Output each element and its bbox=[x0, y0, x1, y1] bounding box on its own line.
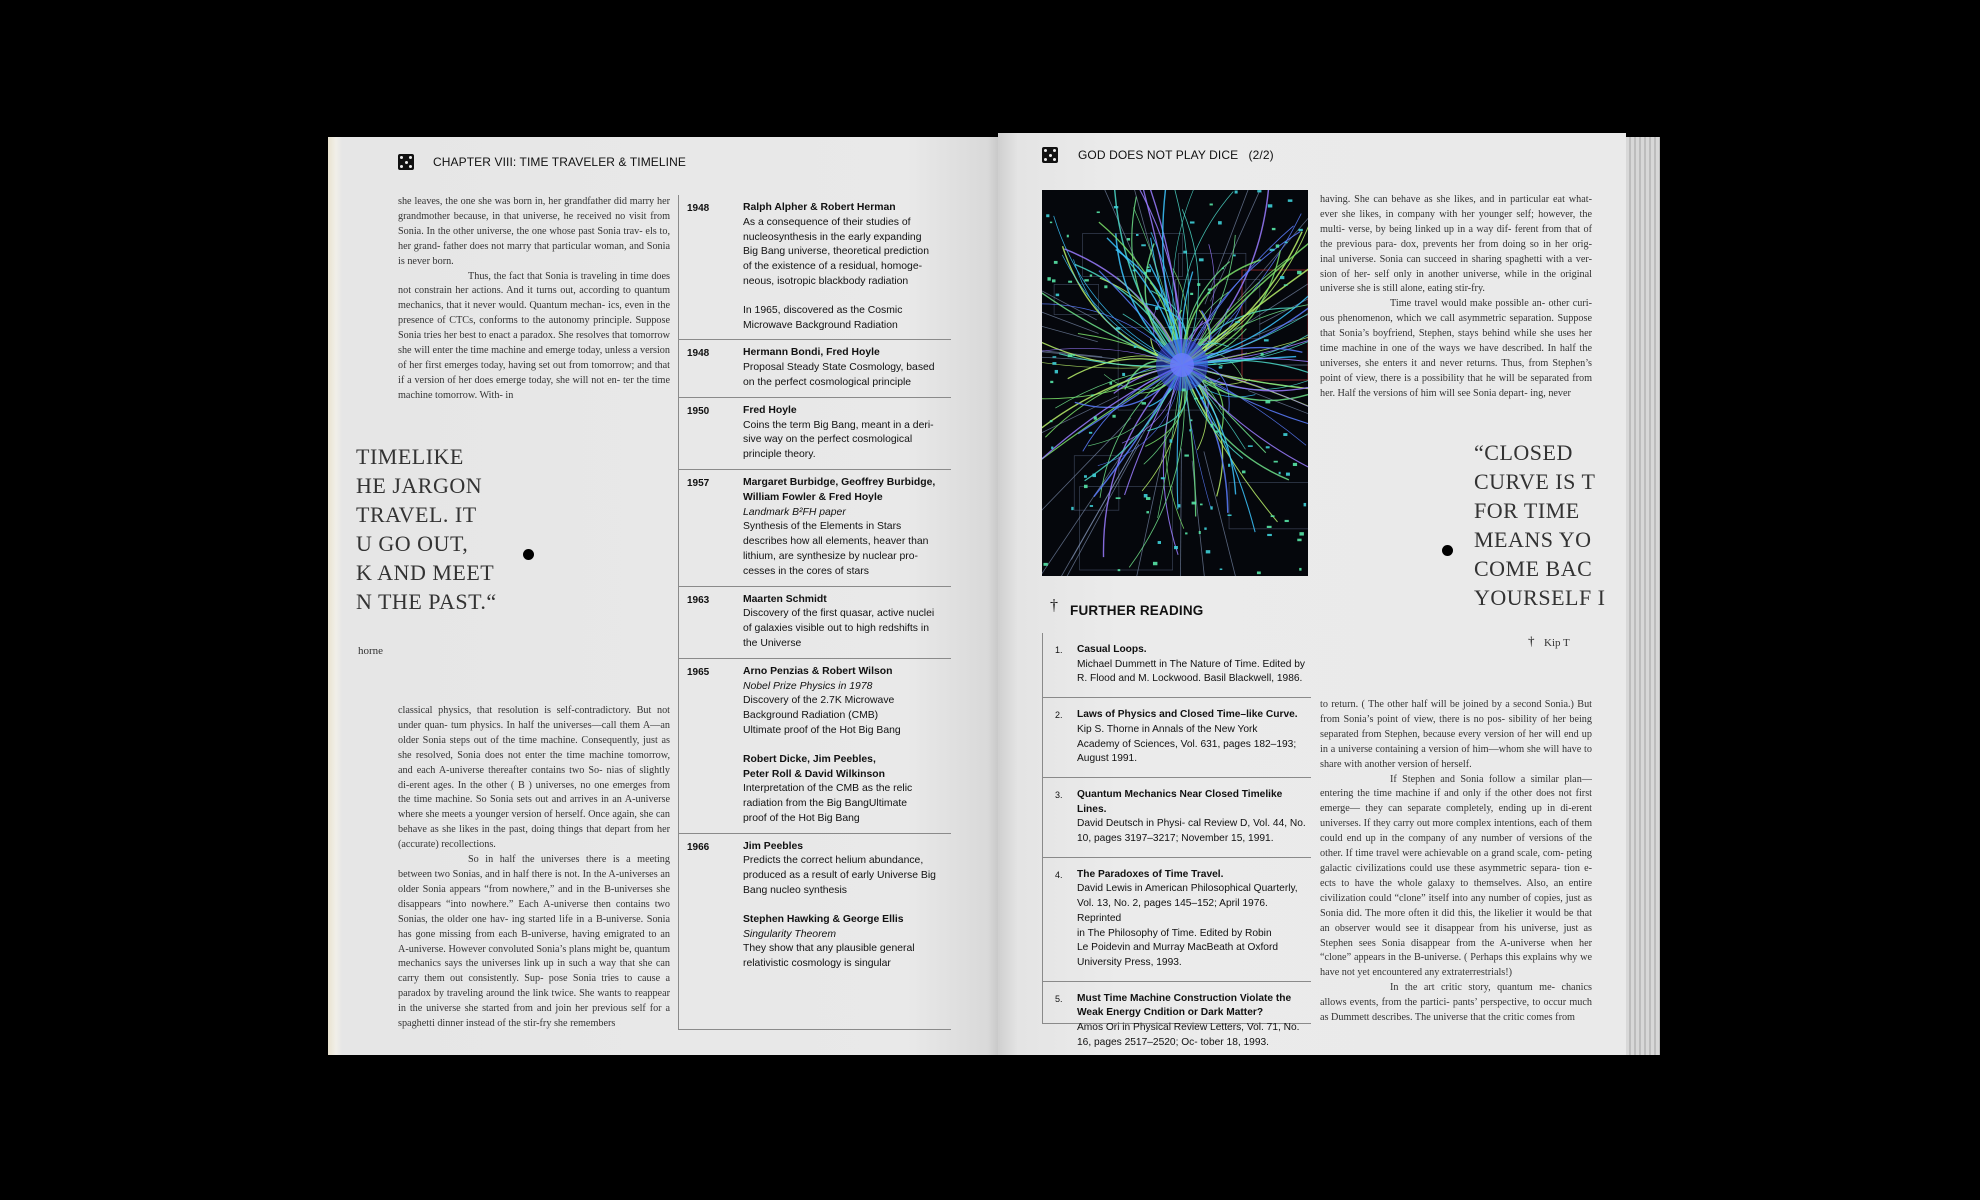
paragraph: Time travel would make possible an- other curi- ous phenomenon, which we call asymmetric separation. Suppose that Sonia’s boyfriend, Stephen, stays behind while she uses her time machine in one of the ways we have described. In half the universes, she enters it and never returns. Thus, from Stephen’s point of view, there is a possibility that he will be separated from her. Half the versions of him will see Sonia depart- ing, never bbox=[1320, 298, 1592, 399]
timeline-row bbox=[679, 470, 951, 587]
body-text-bottom bbox=[1320, 698, 1592, 1026]
paragraph: Thus, the fact that Sonia is traveling in time does not constrain her actions. And it turns out, according to quantum mechanics, that it never would. Quantum mechan- ics, even in the presence of CTCs, conforms to the autonomy principle. Suppose Sonia tries her best to enact a paradox. She resolves that tomorrow she will enter the time machine and emerge today, unless a version of her first emerges today, having set out from tomorrow; and that if a version of her does emerge today, she will not en- ter the time machine tomorrow. With- in bbox=[398, 270, 670, 401]
timeline-entry-name: Stephen Hawking & George Ellis bbox=[743, 913, 904, 925]
left-page bbox=[328, 137, 998, 1055]
reading-item-title: Laws of Physics and Closed Time–like Curve. bbox=[1077, 709, 1298, 721]
timeline-year: 1950 bbox=[687, 405, 710, 417]
reading-item bbox=[1043, 858, 1311, 982]
timeline-entry-sub: Nobel Prize Physics in 1978 bbox=[743, 680, 873, 692]
timeline-table bbox=[678, 195, 951, 1030]
reading-item-title: The Paradoxes of Time Travel. bbox=[1077, 868, 1224, 880]
reading-item bbox=[1043, 633, 1311, 698]
paragraph: she leaves, the one she was born in, her grandfather did marry her grandmother because, in that universe, he received no visit from Sonia. In the other universe, the one whose past Sonia trav- els to, her grand- father does not marry that particular woman, and Sonia is never born. bbox=[398, 196, 670, 267]
timeline-row bbox=[679, 340, 951, 397]
timeline-entry bbox=[743, 753, 951, 827]
reading-item-desc: Amos Ori in Physical Review Letters, Vol. 71, No. 16, pages 2517–2520; Oc- tober 18, 1993. bbox=[1077, 1022, 1300, 1048]
timeline-entry-sub: Singularity Theorem bbox=[743, 928, 836, 940]
timeline-entry-desc: Synthesis of the Elements in Stars describes how all elements, heaver than lithium, are synthesize by nuclear pro- cesses in the cores of stars bbox=[743, 521, 929, 577]
reading-item-desc: David Lewis in American Philosophical Quarterly, Vol. 13, No. 2, pages 145–152; April 1976. Reprinted in The Philosophy of Time. Edited by Robin Le Poidevin and Murray MacBeath at Oxford University Press, 1993. bbox=[1077, 883, 1298, 968]
paragraph: In the art critic story, quantum me- chanics allows events, from the partici- pants’ perspective, to occur much as Dummett describes. The universe that the critic comes from bbox=[1320, 982, 1592, 1024]
timeline-entry-name: Fred Hoyle bbox=[743, 404, 797, 416]
timeline-entry-desc: Interpretation of the CMB as the relic radiation from the Big BangUltimate proof of the Hot Big Bang bbox=[743, 783, 913, 824]
reading-item bbox=[1043, 698, 1311, 778]
reading-item-num: 4. bbox=[1055, 869, 1063, 880]
timeline-row bbox=[679, 659, 951, 834]
reading-item-num: 5. bbox=[1055, 993, 1063, 1004]
timeline-row bbox=[679, 834, 951, 978]
reading-item-desc: Michael Dummett in The Nature of Time. Edited by R. Flood and M. Lockwood. Basil Blackwell, 1986. bbox=[1077, 658, 1305, 685]
timeline-entry-name: Ralph Alpher & Robert Herman bbox=[743, 202, 896, 213]
page-edges bbox=[1626, 137, 1660, 1055]
timeline-entry-desc: As a consequence of their studies of nucleosynthesis in the early expanding Big Bang universe, theoretical prediction of the existence of a residual, homoge- neous, isotropic blackbody radiation bbox=[743, 216, 929, 287]
dagger-icon: † bbox=[1528, 633, 1535, 648]
further-reading-header bbox=[1042, 595, 1308, 629]
timeline-year: 1966 bbox=[687, 841, 710, 853]
reading-item-num: 2. bbox=[1055, 710, 1063, 721]
timeline-entry bbox=[743, 201, 951, 290]
reading-item bbox=[1043, 982, 1311, 1055]
chapter-header: GOD DOES NOT PLAY DICE (2/2) bbox=[1078, 148, 1274, 162]
timeline-year: 1948 bbox=[687, 203, 710, 214]
timeline-entry-desc: Discovery of the first quasar, active nuclei of galaxies visible out to high redshifts in the Universe bbox=[743, 608, 935, 649]
timeline-entry-name: Robert Dicke, Jim Peebles, Peter Roll & David Wilkinson bbox=[743, 753, 885, 780]
bullet-dot bbox=[1442, 545, 1453, 556]
dice-icon bbox=[1042, 147, 1058, 163]
timeline-entry-desc: In 1965, discovered as the Cosmic Microwave Background Radiation bbox=[743, 304, 903, 331]
timeline-year: 1965 bbox=[687, 666, 710, 678]
timeline-entry-name: Arno Penzias & Robert Wilson bbox=[743, 665, 893, 677]
body-text-top bbox=[1320, 193, 1592, 402]
reading-item-title: Casual Loops. bbox=[1077, 644, 1147, 655]
paragraph: So in half the universes there is a meeting between two Sonias, and in half there is not. In the A-universes an older Sonia appears “from nowhere,” and in the B-universes she disappears “into nowhere.” Each A-universe then contains two Sonias, the older one hav- ing started life in a B-universe. Sonia has gone missing from each B-universe, having emigrated to an A-universe. However convoluted Sonia’s plans might be, quantum mechanics says the universes link up in such a way that she can carry them out consistently. Sup- pose Sonia tries to cause a paradox by traveling around the link twice. She wants to reappear in the universe she started from and join her previous self for a spaghetti dinner instead of the stir-fry she remembers bbox=[398, 854, 670, 1030]
timeline-row bbox=[679, 195, 951, 340]
timeline-entry bbox=[743, 346, 951, 390]
timeline-entry-desc: Predicts the correct helium abundance, produced as a result of early Universe Big Bang nucleo synthesis bbox=[743, 855, 936, 897]
quote-credit: Kip T bbox=[1544, 637, 1570, 649]
paragraph: having. She can behave as she likes, and in particular eat what- ever she likes, in company with her younger self; however, the multi- verse, by being linked up in a way dif- ferent from that of the previous para- dox, prevents her from doing so in her orig- inal universe. Sonia can succeed in sharing spaghetti with a ver- sion of her- self only in another universe, while in the original universe she is still alone, eating stir-fry. bbox=[1320, 194, 1592, 295]
reading-item-desc: David Deutsch in Physi- cal Review D, Vol. 44, No. 10, pages 3197–3217; November 15, 1991. bbox=[1077, 818, 1306, 845]
timeline-year: 1948 bbox=[687, 348, 710, 360]
body-text-bottom bbox=[398, 704, 670, 1032]
timeline-entry-name: Jim Peebles bbox=[743, 840, 804, 852]
timeline-entry-name: Hermann Bondi, Fred Hoyle bbox=[743, 347, 880, 359]
timeline-entry bbox=[743, 476, 951, 580]
timeline-year: 1957 bbox=[687, 477, 710, 489]
pull-quote: “CLOSED CURVE IS T FOR TIME MEANS YO COME BAC YOURSELF I bbox=[1474, 440, 1606, 610]
body-text-top bbox=[398, 195, 670, 404]
timeline-entry bbox=[743, 665, 951, 739]
timeline-entry bbox=[743, 593, 951, 652]
paragraph: to return. ( The other half will be joined by a second Sonia.) But from Sonia’s point of view, there is no pos- sibility of her being separated from Stephen, because every version of her will end up in a universe containing a version of him—whom she will have to share with another version of herself. bbox=[1320, 699, 1592, 770]
timeline-entry bbox=[743, 304, 951, 334]
timeline-entry-name: Maarten Schmidt bbox=[743, 593, 827, 605]
bullet-dot bbox=[523, 549, 534, 560]
right-page bbox=[998, 133, 1626, 1055]
timeline-entry bbox=[743, 913, 951, 972]
reading-item bbox=[1043, 778, 1311, 858]
chapter-header: CHAPTER VIII: TIME TRAVELER & TIMELINE bbox=[433, 155, 686, 169]
timeline-entry-desc: Coins the term Big Bang, meant in a deri- sive way on the perfect cosmological principle theory. bbox=[743, 419, 934, 461]
further-reading-title: FURTHER READING bbox=[1070, 603, 1204, 618]
reading-item-num: 1. bbox=[1055, 645, 1063, 655]
dagger-icon: † bbox=[1050, 597, 1058, 614]
timeline-entry-name: Margaret Burbidge, Geoffrey Burbidge, William Fowler & Fred Hoyle bbox=[743, 476, 936, 503]
paragraph: classical physics, that resolution is self-contradictory. But not under quan- tum physics. In half the universes—call them A—an older Sonia steps out of the time machine. Consequently, just as she resolved, Sonia does not enter the time machine tomorrow, and each A-universe thereafter contains two So- nias of slightly di-erent ages. In the other ( B ) universes, no one emerges from the time machine. So Sonia sets out and arrives in an A-universe where she meets a younger version of herself. Once again, she can behave as she likes in the past, doing things that depart from her (accurate) recollections. bbox=[398, 705, 670, 851]
timeline-entry-desc: They show that any plausible general relativistic cosmology is singular bbox=[743, 943, 915, 970]
particle-collision-image bbox=[1042, 190, 1308, 576]
timeline-row bbox=[679, 398, 951, 470]
timeline-entry bbox=[743, 404, 951, 463]
reading-item-desc: Kip S. Thorne in Annals of the New York Academy of Sciences, Vol. 631, pages 182–193; August 1991. bbox=[1077, 723, 1297, 765]
dice-icon bbox=[398, 154, 414, 170]
timeline-entry bbox=[743, 840, 951, 899]
pull-quote: TIMELIKE HE JARGON TRAVEL. IT U GO OUT, K AND MEET N THE PAST.“ bbox=[356, 444, 497, 614]
reading-item-title: Must Time Machine Construction Violate the Weak Energy Cndition or Dark Matter? bbox=[1077, 992, 1292, 1019]
paragraph: If Stephen and Sonia follow a similar plan—entering the time machine if and only if the other does not first emerge— they can separate completely, ending up in di-erent universes. If they carry out more complex intentions, each of them could end up in the company of any number of versions of the other. If time travel were achievable on a grand scale, com- peting galactic civilizations could use these asymmetric separa- tion e-ects to have the whole galaxy to themselves. Also, an entire civilization could “clone” itself into any number of copies, just as Sonia did. The more often it did this, the likelier it would be that an observer would see it disappear from his universe, just as Stephen sees Sonia disappear from the A-universe when her “clone” appears in the B-universe. ( Perhaps this explains why we have not yet encountered any extraterrestrials!) bbox=[1320, 773, 1592, 979]
quote-credit: horne bbox=[358, 645, 384, 657]
timeline-year: 1963 bbox=[687, 594, 710, 606]
timeline-row bbox=[679, 587, 951, 659]
timeline-entry-desc: Proposal Steady State Cosmology, based on the perfect cosmological principle bbox=[743, 362, 935, 388]
timeline-entry-desc: Discovery of the 2.7K Microwave Background Radiation (CMB) Ultimate proof of the Hot Big Bang bbox=[743, 695, 901, 736]
timeline-entry-sub: Landmark B²FH paper bbox=[743, 506, 846, 518]
open-book bbox=[328, 133, 1660, 1055]
reading-item-title: Quantum Mechanics Near Closed Timelike Lines. bbox=[1077, 788, 1283, 815]
further-reading-list bbox=[1042, 633, 1311, 1048]
reading-item-num: 3. bbox=[1055, 789, 1063, 800]
